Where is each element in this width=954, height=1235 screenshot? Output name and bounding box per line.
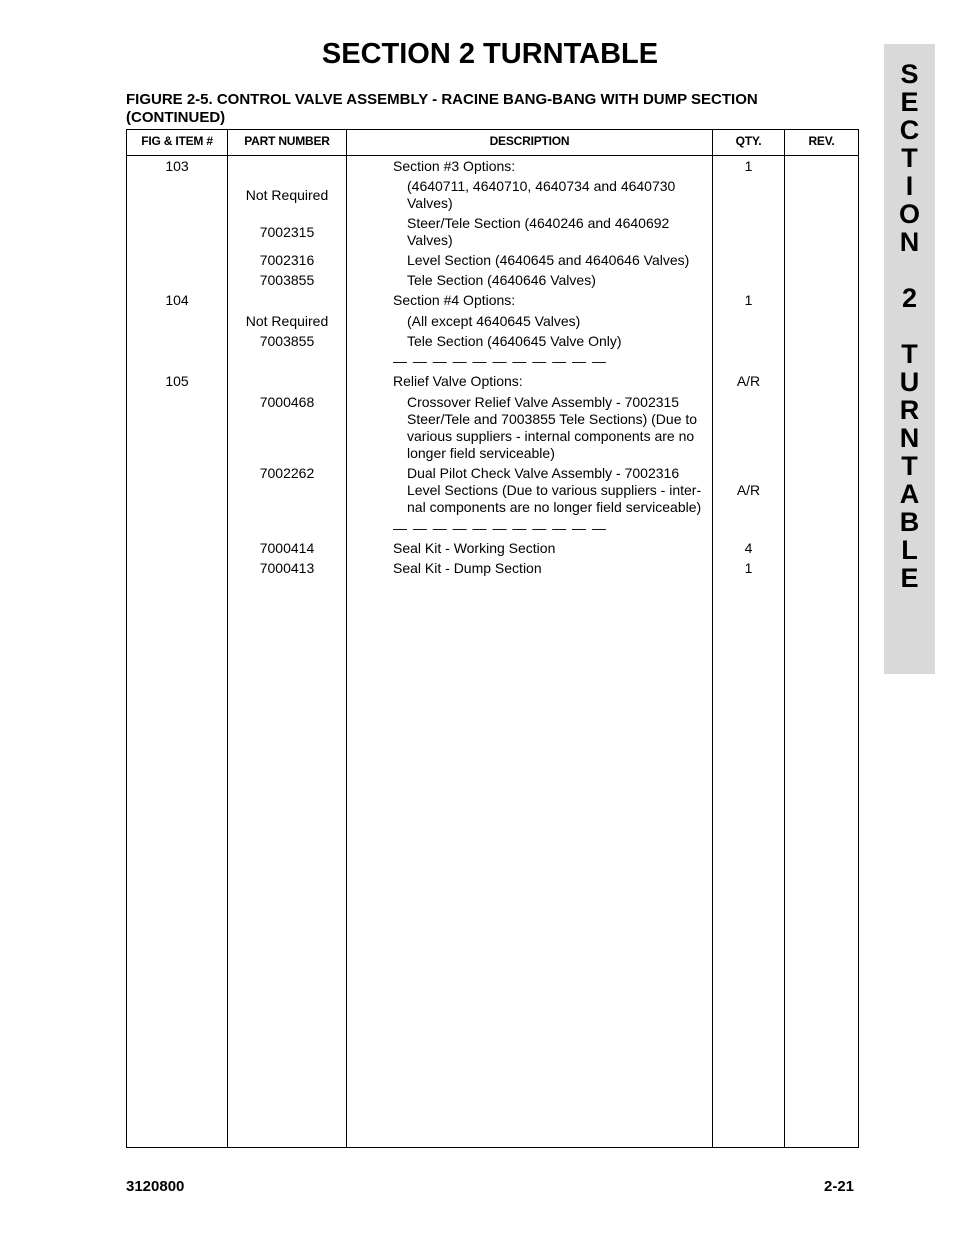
side-tab-letter: C [899, 115, 920, 145]
description-line: Tele Section (4640646 Valves) [407, 272, 596, 288]
qty-cell: 4 [744, 540, 753, 556]
side-tab-letter: A [899, 479, 920, 509]
description-line: Valves) [407, 232, 453, 248]
side-tab-letter: B [899, 507, 920, 537]
column-divider [346, 130, 347, 1147]
part-number-cell: 7003855 [259, 333, 315, 349]
column-divider [712, 130, 713, 1147]
side-tab-letter: L [901, 535, 918, 565]
description-divider: — — — — — — — — — — — [393, 520, 607, 536]
header-qty: QTY. [735, 134, 762, 148]
side-tab-letter: N [899, 423, 920, 453]
side-tab-letter: 2 [901, 283, 918, 313]
part-number-cell: 7000413 [259, 560, 315, 576]
description-line: Dual Pilot Check Valve Assembly - 7002316 [407, 465, 680, 481]
description-line: Relief Valve Options: [393, 373, 523, 389]
qty-cell: 1 [744, 560, 753, 576]
part-number-cell: Not Required [245, 313, 329, 329]
side-tab-letter: S [900, 59, 919, 89]
side-tab-letter: U [899, 367, 920, 397]
parts-table [126, 129, 859, 1148]
fig-item-cell: 103 [165, 158, 189, 174]
side-tab-letter: T [901, 339, 918, 369]
qty-cell: 1 [744, 292, 753, 308]
page-title: SECTION 2 TURNTABLE [321, 38, 659, 70]
description-line: Seal Kit - Dump Section [393, 560, 542, 576]
figure-caption-line2: (CONTINUED) [126, 109, 226, 126]
description-line: Tele Section (4640645 Valve Only) [407, 333, 622, 349]
qty-cell: A/R [736, 373, 761, 389]
side-tab-letter: N [899, 227, 920, 257]
description-line: various suppliers - internal components are no [407, 428, 695, 444]
footer-page-number: 2-21 [824, 1178, 855, 1195]
part-number-cell: 7000468 [259, 394, 315, 410]
description-line: Level Sections (Due to various suppliers - inter- [407, 482, 702, 498]
part-number-cell: 7002315 [259, 224, 315, 240]
description-line: Steer/Tele Section (4640246 and 4640692 [407, 215, 670, 231]
part-number-cell: 7003855 [259, 272, 315, 288]
description-line: Valves) [407, 195, 453, 211]
column-divider [784, 130, 785, 1147]
part-number-cell: 7002316 [259, 252, 315, 268]
description-line: (All except 4640645 Valves) [407, 313, 581, 329]
description-divider: — — — — — — — — — — — [393, 353, 607, 369]
part-number-cell: 7002262 [259, 465, 315, 481]
side-tab-letter: R [899, 395, 920, 425]
side-tab-letter: T [901, 451, 918, 481]
side-tab-letter: T [901, 143, 918, 173]
header-divider [127, 155, 858, 156]
section-side-tab [884, 44, 935, 674]
side-tab-letter: E [900, 563, 919, 593]
footer-doc-number: 3120800 [126, 1178, 185, 1195]
description-line: Section #4 Options: [393, 292, 516, 308]
description-line: Section #3 Options: [393, 158, 516, 174]
header-rev: REV. [808, 134, 835, 148]
description-line: longer field serviceable) [407, 445, 555, 461]
header-fig-item: FIG & ITEM # [141, 134, 213, 148]
fig-item-cell: 105 [165, 373, 189, 389]
qty-cell: A/R [736, 482, 761, 498]
description-line: Seal Kit - Working Section [393, 540, 556, 556]
side-tab-letter: E [900, 87, 919, 117]
description-line: Steer/Tele and 7003855 Tele Sections) (Due to [407, 411, 698, 427]
fig-item-cell: 104 [165, 292, 189, 308]
qty-cell: 1 [744, 158, 753, 174]
description-line: Crossover Relief Valve Assembly - 7002315 [407, 394, 680, 410]
header-part-number: PART NUMBER [244, 134, 330, 148]
description-line: Level Section (4640645 and 4640646 Valves) [407, 252, 690, 268]
figure-caption [126, 91, 826, 127]
part-number-cell: Not Required [245, 187, 329, 203]
side-tab-letter: O [898, 199, 920, 229]
description-line: nal components are no longer field serviceable) [407, 499, 702, 515]
figure-caption-line1: FIGURE 2-5. CONTROL VALVE ASSEMBLY - RACINE BANG-BANG WITH DUMP SECTION [126, 91, 758, 108]
header-description: DESCRIPTION [489, 134, 570, 148]
part-number-cell: 7000414 [259, 540, 315, 556]
side-tab-letter: I [905, 171, 914, 201]
description-line: (4640711, 4640710, 4640734 and 4640730 [407, 178, 676, 194]
